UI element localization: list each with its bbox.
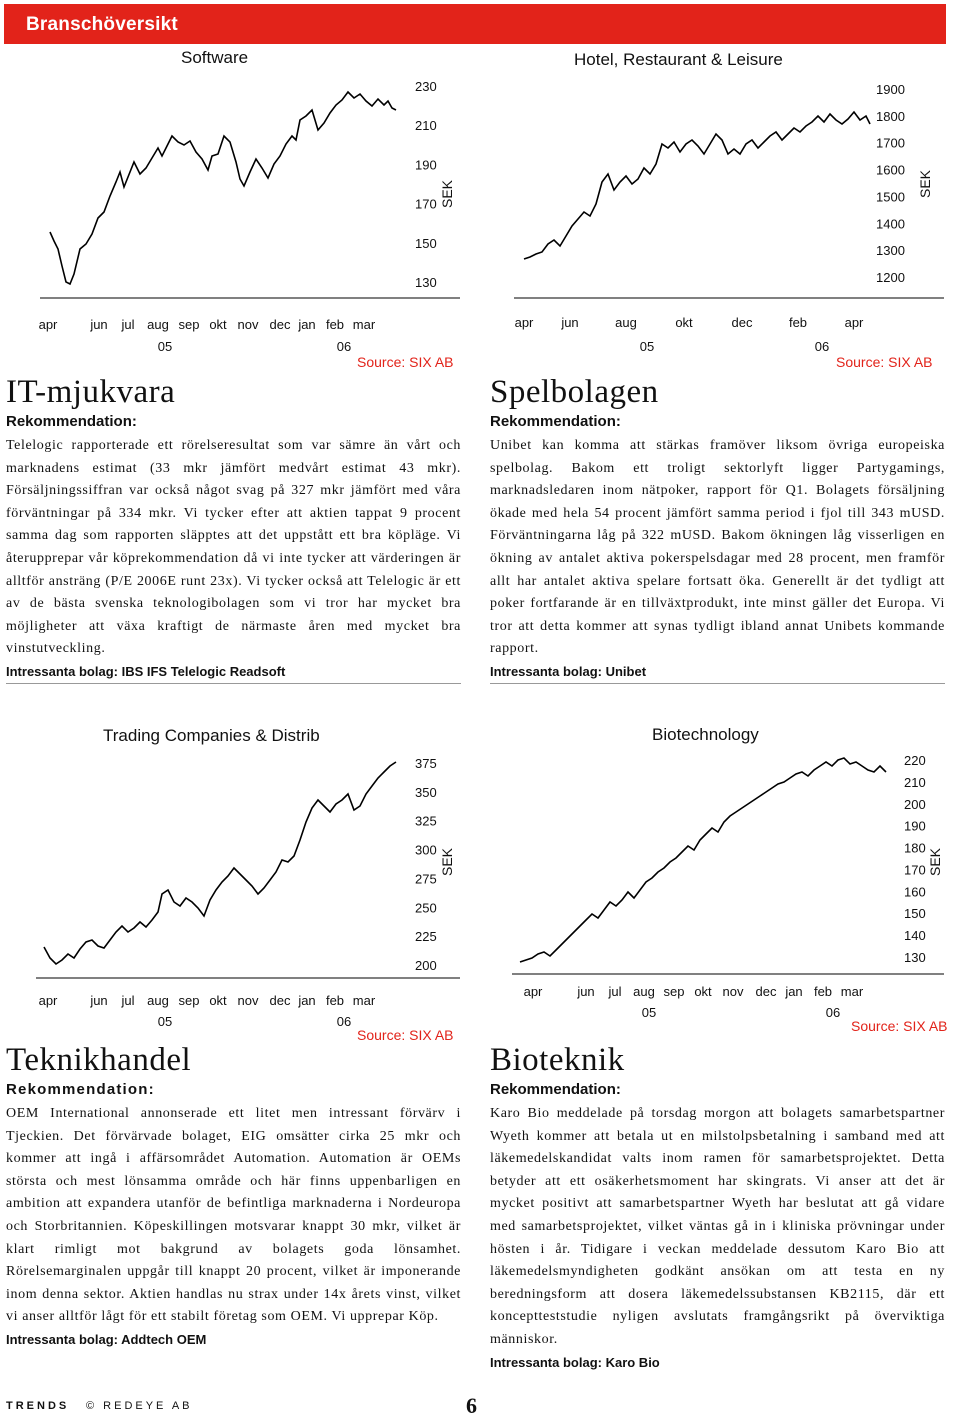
section-spelbolagen	[490, 374, 945, 684]
y-tick-label: 150	[904, 906, 926, 922]
x-year-label: 06	[825, 1005, 841, 1020]
x-tick-label: apr	[38, 317, 58, 332]
section-title: Spelbolagen	[490, 374, 659, 410]
section-it-mjukvara	[6, 374, 461, 684]
recommendation-label: Rekommendation:	[6, 413, 137, 430]
x-tick-label: nov	[237, 317, 259, 332]
y-tick-label: 170	[904, 862, 926, 878]
header-title: Branschöversikt	[26, 14, 178, 35]
x-tick-label: jul	[121, 993, 135, 1008]
y-tick-label: 160	[904, 884, 926, 900]
y-tick-label: 250	[415, 900, 437, 916]
y-tick-label: 200	[415, 958, 437, 973]
chart-biotechnology	[484, 722, 954, 1052]
chart-source: Source: SIX AB	[836, 354, 933, 370]
x-tick-label: jun	[561, 315, 579, 330]
y-tick-label: 190	[904, 818, 926, 834]
x-tick-label: mar	[352, 317, 376, 332]
x-tick-label: okt	[694, 984, 712, 999]
y-tick-label: 1600	[876, 162, 905, 178]
chart-trading-companies	[0, 722, 470, 1052]
y-tick-label: 350	[415, 784, 437, 800]
page-number: 6	[466, 1393, 477, 1416]
chart-title: Hotel, Restaurant & Leisure	[574, 50, 783, 69]
x-year-label: 05	[157, 339, 173, 354]
x-tick-label: apr	[844, 315, 864, 330]
interesting-companies: Intressanta bolag: IBS IFS Telelogic Readsoft	[6, 664, 461, 684]
x-tick-label: jan	[298, 993, 316, 1008]
y-tick-label: 220	[904, 753, 926, 768]
y-tick-label: 225	[415, 929, 437, 945]
price-line	[50, 92, 396, 284]
interesting-companies: Intressanta bolag: Unibet	[490, 664, 945, 684]
y-tick-label: 210	[415, 118, 437, 134]
section-teknikhandel	[6, 1042, 461, 1351]
x-tick-label: mar	[840, 984, 864, 999]
y-tick-label: 140	[904, 928, 926, 944]
chart-hotel-restaurant-leisure	[484, 44, 954, 374]
y-tick-label: 1500	[876, 189, 905, 205]
unit-label: SEK	[917, 169, 933, 199]
x-tick-label: jun	[90, 317, 108, 332]
y-tick-label: 275	[415, 871, 437, 887]
y-tick-label: 300	[415, 842, 437, 858]
y-tick-label: 190	[415, 157, 437, 173]
x-tick-label: sep	[663, 984, 685, 999]
chart-title: Software	[181, 48, 249, 67]
x-tick-label: dec	[755, 984, 777, 999]
x-tick-label: apr	[38, 993, 58, 1008]
x-year-label: 05	[157, 1014, 173, 1029]
section-title: IT-mjukvara	[6, 374, 176, 410]
x-tick-label: aug	[615, 315, 637, 330]
section-body: Unibet kan komma att stärkas framöver liksom övriga europeiska spelbolag. Bakom ett troligt sektorlyft ligger Partygamings, marknadsledaren inom nätpoker, rapport för Q1. Bolagets försäljning ökade med hela 54 procent jämfört samma period i fjol till 343 mUSD. Förväntningarna låg på 322 mUSD. Bakom ökningen låg visserligen en ökning av antalet aktiva pokerspelsdagar med 28 procent, men framför allt har antalet aktiva spelare fortsatt öka. Generellt är det tydligt att poker fortfarande är en tillväxtprodukt, inte minst gäller det Europa. Vi tror att detta kommer att synas tydligt ibland annat Unibets kommande rapport.	[490, 438, 945, 657]
interesting-companies: Intressanta bolag: Addtech OEM	[6, 1331, 207, 1347]
y-tick-label: 180	[904, 840, 926, 856]
section-body: Karo Bio meddelade på torsdag morgon att bolagets samarbetspartner Wyeth kommer att betala ut en milstolpsbetalning i samband med att läkemedelskandidat valts inom ramen för samarbetsprojektet. Detta betyder att ett osäkerhetsmoment har skingrats. Vi anser att det är mycket positivt att samarbetspartner Wyeth har beslutat att gå vidare med samarbetsprojektet, vilket väntas gå in i kliniska prövningar under hösten i år. Tidigare i veckan meddelade dessutom Karo Bio att läkemedelsmyndigheten godkänt ansökan om att testa en ny beredningsform att dosera läkemedelssubstansen KB2115, där ett konceptteststudie nyligen avslutats framgångsrikt på överviktiga människor.	[490, 1106, 945, 1347]
chart-source: Source: SIX AB	[851, 1018, 948, 1034]
y-tick-label: 230	[415, 79, 437, 94]
chart-trading-svg	[0, 722, 470, 1052]
chart-source: Source: SIX AB	[357, 354, 454, 370]
price-line	[524, 112, 870, 259]
x-tick-label: sep	[178, 993, 200, 1008]
x-tick-label: feb	[788, 315, 808, 330]
y-tick-label: 130	[904, 950, 926, 965]
y-tick-label: 1700	[876, 135, 905, 151]
y-tick-label: 1900	[876, 82, 905, 97]
x-tick-label: jan	[298, 317, 316, 332]
header-bar	[4, 4, 946, 44]
unit-label: SEK	[439, 179, 455, 209]
x-tick-label: jan	[785, 984, 803, 999]
x-tick-label: aug	[147, 993, 169, 1008]
x-tick-label: jul	[121, 317, 135, 332]
y-tick-label: 325	[415, 813, 437, 829]
footer-brand: TRENDS	[6, 1400, 70, 1412]
section-title: Bioteknik	[490, 1042, 625, 1078]
y-tick-label: 150	[415, 235, 437, 251]
x-tick-label: feb	[325, 993, 345, 1008]
x-year-label: 06	[814, 339, 830, 354]
footer	[6, 1393, 956, 1416]
x-tick-label: okt	[675, 315, 693, 330]
x-tick-label: jun	[577, 984, 595, 999]
unit-label: SEK	[439, 847, 455, 877]
chart-software	[0, 44, 470, 374]
recommendation-label: Rekommendation:	[6, 1081, 155, 1098]
chart-title: Biotechnology	[652, 725, 759, 744]
y-tick-label: 130	[415, 275, 437, 290]
price-line	[520, 758, 886, 962]
chart-title: Trading Companies & Distrib	[103, 726, 320, 745]
x-tick-label: nov	[237, 993, 259, 1008]
recommendation-label: Rekommendation:	[490, 1081, 621, 1098]
price-line	[44, 762, 396, 964]
interesting-companies: Intressanta bolag: Karo Bio	[490, 1354, 660, 1370]
footer-copyright: © REDEYE AB	[86, 1400, 193, 1412]
y-tick-label: 1300	[876, 243, 905, 259]
x-year-label: 06	[336, 339, 352, 354]
x-tick-label: aug	[633, 984, 655, 999]
y-tick-label: 170	[415, 196, 437, 212]
y-tick-label: 1200	[876, 270, 905, 285]
y-tick-label: 210	[904, 774, 926, 790]
x-tick-label: dec	[269, 317, 291, 332]
x-tick-label: apr	[523, 984, 543, 999]
x-tick-label: jun	[90, 993, 108, 1008]
recommendation-label: Rekommendation:	[490, 413, 621, 430]
unit-label: SEK	[927, 847, 943, 877]
x-tick-label: dec	[731, 315, 753, 330]
x-tick-label: sep	[178, 317, 200, 332]
section-body: Telelogic rapporterade ett rörelseresultat som var sämre än vårt och marknadens estimat (33 mkr jämfört medvårt estimat 43 mkr). Försäljningssiffran var också något svag på 327 mkr jämfört med våra förväntningar på 334 mkr. Vi tycker efter att aktien tappat 9 procent samma dag som rapporten släpptes att det uppstått ett bra köpläge. Vi återupprepar vår köprekommendation då vi inte tycker att värderingen är alltför ansträng (P/E 2006E runt 23x). Vi tycker också att Telelogic är ett av de bästa svenska teknologibolagen som vi tror har mycket bra möjligheter att växa kraftigt de närmaste åren med mycket bra vinstutveckling.	[6, 438, 461, 657]
x-tick-label: okt	[209, 317, 227, 332]
x-tick-label: nov	[722, 984, 744, 999]
x-tick-label: feb	[325, 317, 345, 332]
x-year-label: 05	[641, 1005, 657, 1020]
chart-source: Source: SIX AB	[357, 1027, 454, 1043]
section-title: Teknikhandel	[6, 1042, 192, 1078]
chart-software-svg	[0, 44, 470, 374]
x-tick-label: mar	[352, 993, 376, 1008]
y-tick-label: 1400	[876, 216, 905, 232]
x-year-label: 06	[336, 1014, 352, 1029]
x-tick-label: apr	[514, 315, 534, 330]
y-tick-label: 375	[415, 756, 437, 771]
x-tick-label: feb	[813, 984, 833, 999]
chart-biotech-svg	[484, 722, 954, 1052]
section-bioteknik	[490, 1042, 945, 1374]
x-year-label: 05	[639, 339, 655, 354]
x-tick-label: dec	[269, 993, 291, 1008]
x-tick-label: jul	[608, 984, 622, 999]
y-tick-label: 200	[904, 796, 926, 812]
chart-hotel-svg	[484, 44, 954, 374]
x-tick-label: aug	[147, 317, 169, 332]
section-body: OEM International annonserade ett litet men intressant förvärv i Tjeckien. Det förvärvade bolaget, EIG omsätter cirka 25 mkr och kommer att ingå i affärsområdet Automation. Automation är OEMs största och mest lönsamma område och här finns uppenbarligen en ambition att expandera utanför de befintliga marknaderna i Nordeuropa och Storbritannien. Köpeskillingen motsvarar knappt 30 mkr, vilket är klart rimligt mot bakgrund av bolagets goda lönsamhet. Rörelsemarginalen uppgår till knappt 20 procent, vilket är imponerande inom denna sektor. Aktien handlas nu strax under 14x årets vinst, vilket vi anser alltför lågt för ett stabilt företag som OEM. Vi upprepar Köp.	[6, 1106, 461, 1325]
x-tick-label: okt	[209, 993, 227, 1008]
y-tick-label: 1800	[876, 108, 905, 124]
